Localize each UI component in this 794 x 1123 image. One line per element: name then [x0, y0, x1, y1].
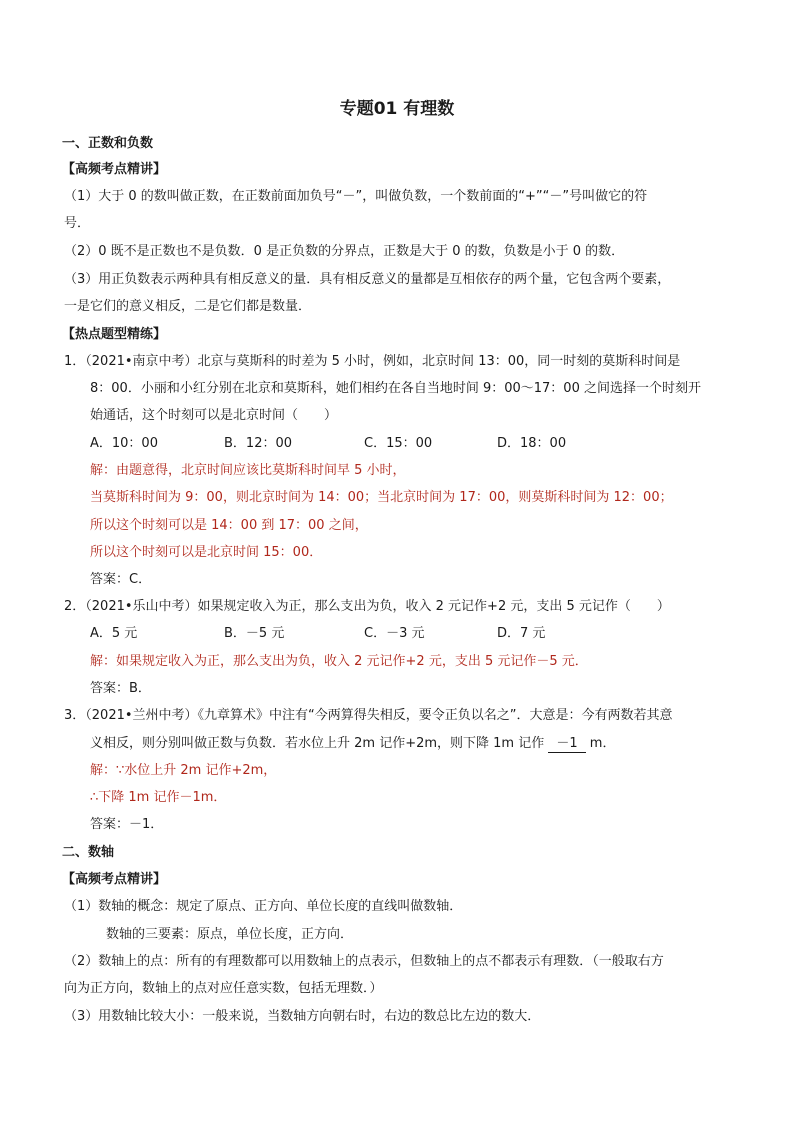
- question-2-option-c: C．－3 元: [364, 626, 425, 641]
- question-1-solution-line: 所以这个时刻可以是 14：00 到 17：00 之间，: [90, 518, 368, 533]
- question-3-answer-blank: －1: [548, 736, 585, 753]
- question-2-option-b: B．－5 元: [224, 626, 285, 641]
- section-2-key-points-heading: 【高频考点精讲】: [62, 872, 167, 887]
- key-point-line: （3）用正负数表示两种具有相反意义的量．具有相反意义的量都是互相依存的两个量，它包含两个要素，: [64, 272, 671, 287]
- question-1-option-d: D．18：00: [497, 436, 567, 451]
- question-1-answer: 答案：C．: [90, 572, 152, 587]
- question-3-unit: m．: [589, 736, 616, 751]
- question-2-option-d: D．7 元: [497, 626, 546, 641]
- question-2-line: 2．（2021•乐山中考）如果规定收入为正，那么支出为负，收入 2 元记作+2 元，支出 5 元记作（ ）: [64, 599, 670, 614]
- key-point-line: （2）数轴上的点：所有的有理数都可以用数轴上的点表示，但数轴上的点不都表示有理数．（一般取右方: [64, 954, 664, 969]
- question-2-answer: 答案：B．: [90, 681, 151, 696]
- section-1-key-points-heading: 【高频考点精讲】: [62, 162, 167, 177]
- question-2-option-a: A．5 元: [90, 626, 138, 641]
- question-2-solution: 解：如果规定收入为正，那么支出为负，收入 2 元记作+2 元，支出 5 元记作－5 元．: [90, 654, 588, 669]
- question-3-text: 义相反，则分别叫做正数与负数．若水位上升 2m 记作+2m，则下降 1m 记作: [90, 736, 545, 751]
- key-point-line: 向为正方向，数轴上的点对应任意实数，包括无理数．）: [64, 981, 383, 996]
- key-point-line: 一是它们的意义相反，二是它们都是数量．: [64, 299, 312, 314]
- section-2-heading: 二、数轴: [62, 845, 115, 860]
- page-title: 专题01 有理数: [339, 99, 455, 119]
- question-1-solution-line: 解：由题意得，北京时间应该比莫斯科时间早 5 小时，: [90, 463, 406, 478]
- question-1-line: 1．（2021•南京中考）北京与莫斯科的时差为 5 小时，例如，北京时间 13：00，同一时刻的莫斯科时间是: [64, 354, 681, 369]
- key-point-line: 号．: [64, 216, 91, 231]
- key-point-line: （3）用数轴比较大小：一般来说，当数轴方向朝右时，右边的数总比左边的数大．: [64, 1009, 541, 1024]
- question-1-line: 始通话，这个时刻可以是北京时间（ ）: [90, 408, 338, 423]
- section-1-heading: 一、正数和负数: [62, 136, 154, 151]
- question-1-line: 8：00．小丽和小红分别在北京和莫斯科，她们相约在各自当地时间 9：00～17：00 之间选择一个时刻开: [90, 381, 701, 396]
- question-1-option-c: C．15：00: [364, 436, 433, 451]
- question-1-option-b: B．12：00: [224, 436, 293, 451]
- question-1-option-a: A．10：00: [90, 436, 158, 451]
- question-3-solution-line: 解：∵水位上升 2m 记作+2m，: [90, 763, 277, 778]
- key-point-line: 数轴的三要素：原点，单位长度，正方向．: [106, 927, 354, 942]
- question-1-solution-line: 所以这个时刻可以是北京时间 15：00．: [90, 545, 323, 560]
- question-3-answer: 答案：－1．: [90, 817, 164, 832]
- question-1-solution-line: 当莫斯科时间为 9：00，则北京时间为 14：00；当北京时间为 17：00，则莫斯科时间为 12：00；: [90, 490, 673, 505]
- question-3-line: [90, 734, 615, 754]
- key-point-line: （1）数轴的概念：规定了原点、正方向、单位长度的直线叫做数轴．: [64, 899, 463, 914]
- key-point-line: （2）0 既不是正数也不是负数．0 是正负数的分界点，正数是大于 0 的数，负数是小于 0 的数．: [64, 244, 625, 259]
- question-3-line: 3．（2021•兰州中考）《九章算术》中注有“今两算得失相反，要令正负以名之”．大意是：今有两数若其意: [64, 708, 673, 723]
- question-3-solution-line: ∴下降 1m 记作－1m．: [90, 790, 227, 805]
- key-point-line: （1）大于 0 的数叫做正数，在正数前面加负号“－”，叫做负数，一个数前面的“+”“－”号叫做它的符: [64, 189, 648, 204]
- section-1-practice-heading: 【热点题型精练】: [62, 327, 167, 342]
